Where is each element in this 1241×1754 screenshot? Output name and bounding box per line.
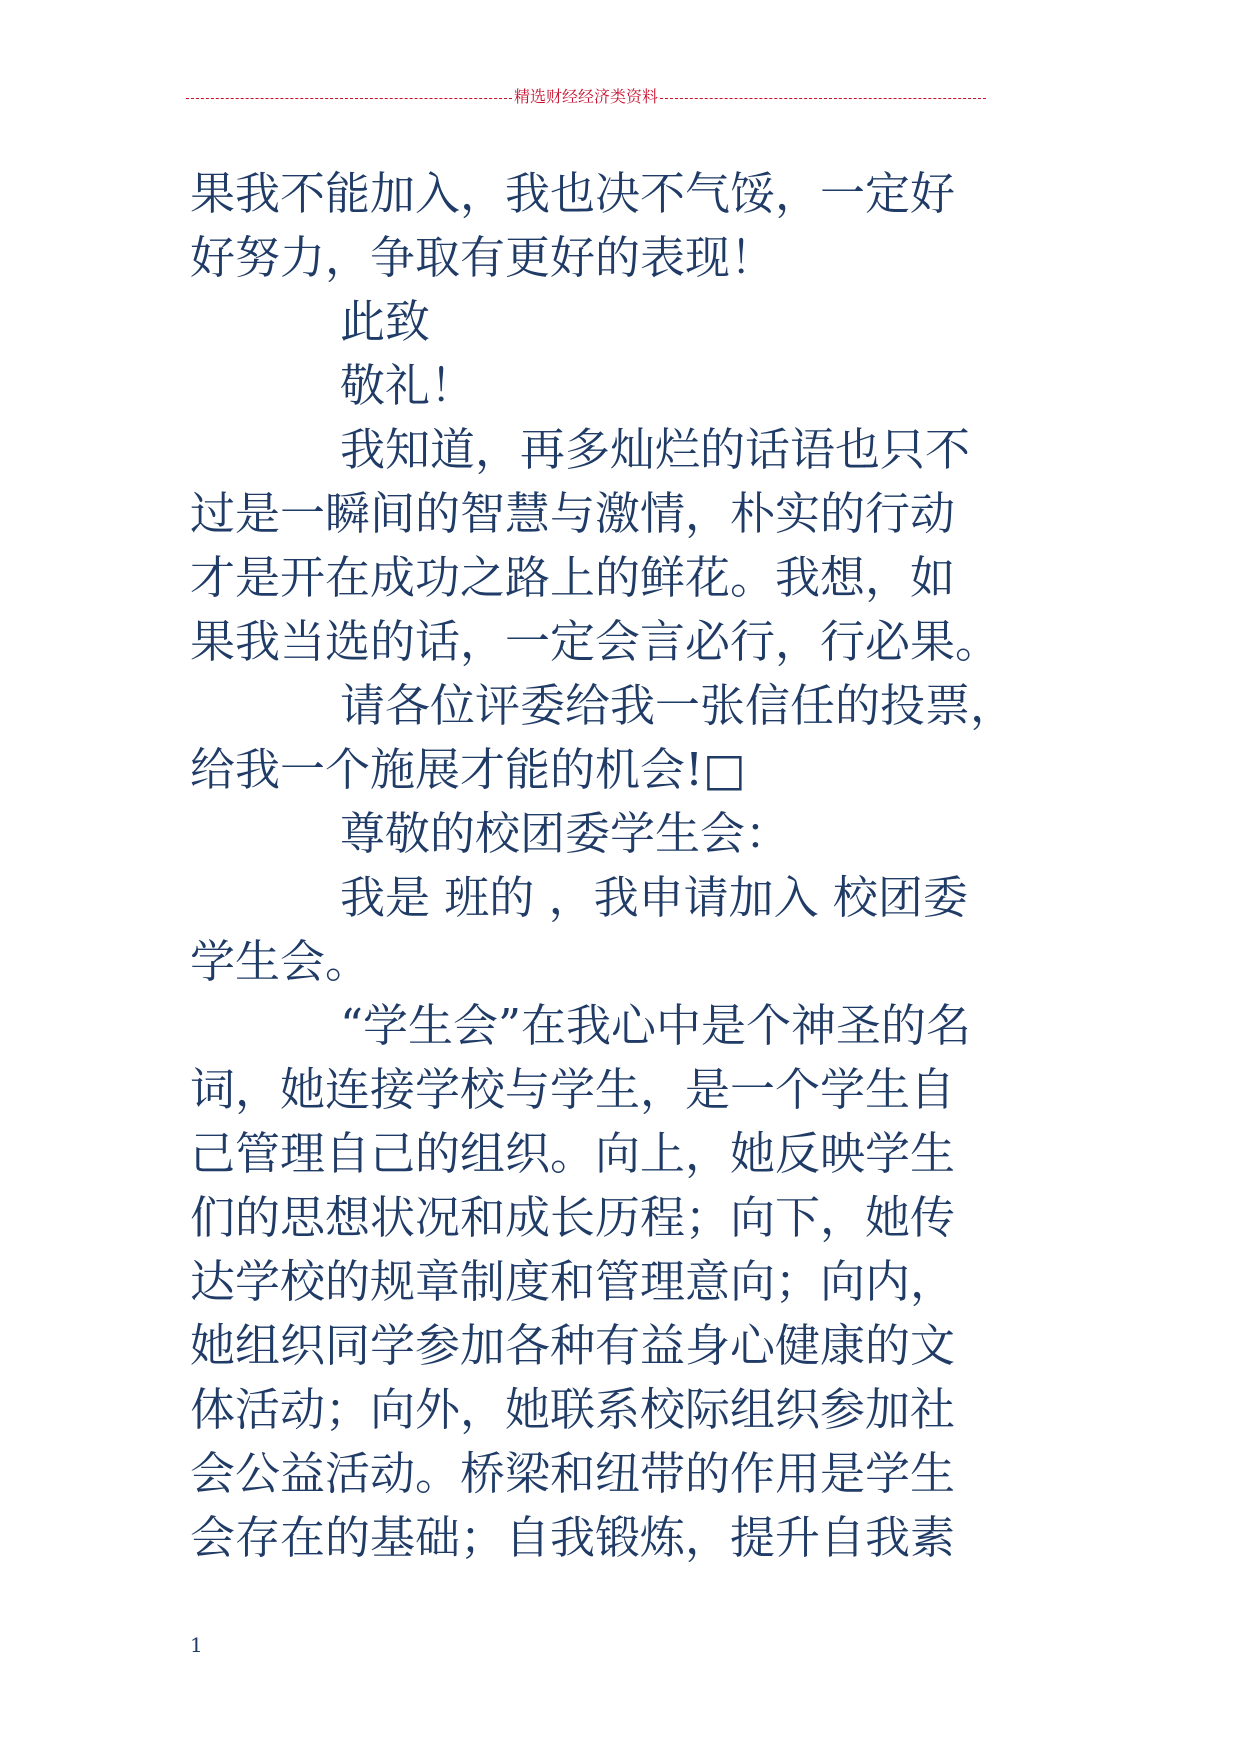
- header-dash-left: [186, 98, 512, 99]
- page-number: 1: [190, 1633, 203, 1657]
- text-line: 词，她连接学校与学生，是一个学生自: [190, 1063, 956, 1116]
- text-line: 会存在的基础；自我锻炼，提升自我素: [190, 1511, 956, 1564]
- text-line: 请各位评委给我一张信任的投票，: [340, 679, 1016, 732]
- header-title: 精选财经经济类资料: [514, 87, 659, 106]
- text-line: 体活动；向外，她联系校际组织参加社: [190, 1383, 956, 1436]
- text-line: 达学校的规章制度和管理意向；向内，: [190, 1255, 956, 1308]
- text-line: 果我不能加入，我也决不气馁，一定好: [190, 167, 956, 220]
- text-line: 她组织同学参加各种有益身心健康的文: [190, 1319, 956, 1372]
- text-line: 过是一瞬间的智慧与激情，朴实的行动: [190, 487, 956, 540]
- text-line: 好努力，争取有更好的表现！: [190, 231, 776, 284]
- text-line: 会公益活动。桥梁和纽带的作用是学生: [190, 1447, 956, 1500]
- text-line: 敬礼！: [340, 359, 476, 412]
- text-line: “学生会”在我心中是个神圣的名: [340, 999, 972, 1052]
- text-line: 们的思想状况和成长历程；向下，她传: [190, 1191, 956, 1244]
- document-body: [190, 162, 1070, 1570]
- text-line: 我是 班的 ，我申请加入 校团委: [340, 871, 968, 924]
- text-line: 才是开在成功之路上的鲜花。我想，如: [190, 551, 956, 604]
- text-line: 我知道，再多灿烂的话语也只不: [340, 423, 971, 476]
- page-header: [186, 86, 986, 108]
- text-line: 给我一个施展才能的机会!□: [190, 743, 746, 796]
- text-line: 此致: [340, 295, 431, 348]
- text-line: 学生会。: [190, 935, 371, 988]
- text-line: 尊敬的校团委学生会：: [340, 807, 791, 860]
- text-line: 果我当选的话，一定会言必行，行必果。: [190, 615, 1001, 668]
- text-line: 己管理自己的组织。向上，她反映学生: [190, 1127, 956, 1180]
- header-dash-right: [660, 98, 986, 99]
